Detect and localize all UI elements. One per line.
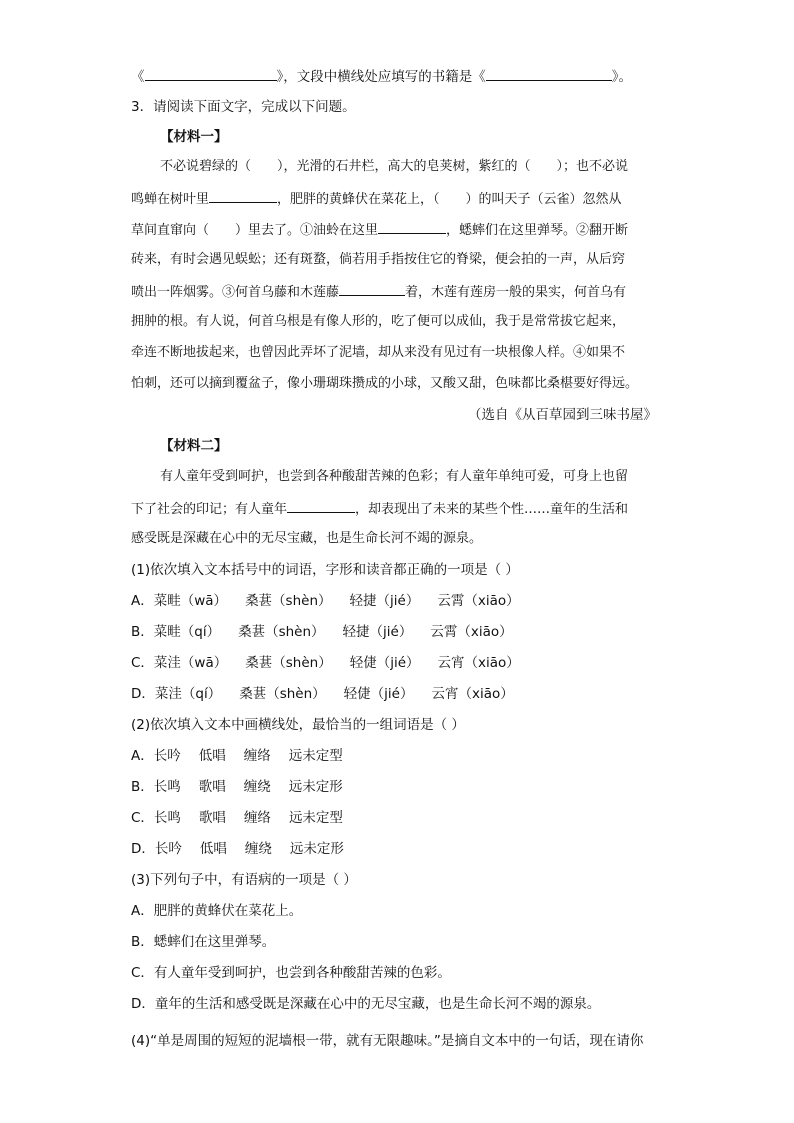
material-1-line-3: 草间直窜向（ ）里去了。①油蛉在这里 ，蟋蟀们在这里弹琴。②翻开断 xyxy=(131,219,628,241)
answer-blank[interactable] xyxy=(486,66,612,81)
answer-blank[interactable] xyxy=(339,281,405,296)
sub-question-2-option-c[interactable]: C．长鸣 歌唱 缠络 远未定型 xyxy=(131,810,343,826)
material-2-line-1: 有人童年受到呵护，也尝到各种酸甜苦辣的色彩；有人童年单纯可爱，可身上也留 xyxy=(160,469,629,484)
header-text: 》，文段中横线处应填写的书籍是《 xyxy=(276,69,486,85)
material-1-source: （选自《从百草园到三味书屋》 xyxy=(468,407,657,423)
header-line xyxy=(131,66,632,87)
material-2-line-2: 下了社会的印记；有人童年 ，却表现出了未来的某些个性……童年的生活和 xyxy=(131,498,628,520)
material-1-line-1: 不必说碧绿的（ ），光滑的石井栏，高大的皂荚树，紫红的（ ）；也不必说 xyxy=(160,159,629,174)
answer-blank[interactable] xyxy=(378,219,446,234)
sub-question-3-stem: (3)下列句子中，有语病的一项是（ ） xyxy=(131,872,357,888)
material-1-line-7: 牵连不断地拔起来，也曾因此弄坏了泥墙，却从来没有见过有一块根像人样。④如果不 xyxy=(131,345,626,360)
sub-question-1-option-d[interactable]: D．菜洼（qí） 桑葚（shèn） 轻倢（jié） 云宵（xiāo） xyxy=(131,686,514,702)
sub-question-3-option-c[interactable]: C．有人童年受到呵护，也尝到各种酸甜苦辣的色彩。 xyxy=(131,965,451,981)
sub-question-3-option-a[interactable]: A．肥胖的黄蜂伏在菜花上。 xyxy=(131,903,303,919)
answer-blank[interactable] xyxy=(145,66,277,81)
sub-question-2-option-d[interactable]: D．长吟 低唱 缠绕 远未定形 xyxy=(131,841,344,857)
material-1-line-6: 拥肿的根。有人说，何首乌根是有像人形的，吃了便可以成仙，我于是常常拔它起来， xyxy=(131,314,626,329)
material-1-line-2: 鸣蝉在树叶里 ，肥胖的黄蜂伏在菜花上，（ ）的叫天子（云雀）忽然从 xyxy=(131,188,622,210)
material-2-line-3: 感受既是深藏在心中的无尽宝藏，也是生命长河不竭的源泉。 xyxy=(131,531,483,546)
sub-question-2-stem: (2)依次填入文本中画横线处，最恰当的一组词语是（ ） xyxy=(131,717,465,733)
book-bracket-open: 《 xyxy=(131,69,145,85)
sub-question-2-option-b[interactable]: B．长鸣 歌唱 缠绕 远未定形 xyxy=(131,779,343,795)
sub-question-4-stem: (4)“单是周围的短短的泥墙根一带，就有无限趣味。”是摘自文本中的一句话，现在请你 xyxy=(131,1033,644,1049)
book-bracket-close: 》。 xyxy=(611,69,632,85)
answer-blank[interactable] xyxy=(209,188,277,203)
material-2-heading: 【材料二】 xyxy=(160,438,228,454)
material-1-line-5: 喷出一阵烟雾。③何首乌藤和木莲藤 着，木莲有莲房一般的果实，何首乌有 xyxy=(131,281,626,303)
sub-question-1-option-a[interactable]: A．菜畦（wā） 桑葚（shèn） 轻捷（jié） 云霄（xiāo） xyxy=(131,593,520,609)
material-1-line-8: 怕刺，还可以摘到覆盆子，像小珊瑚珠攒成的小球，又酸又甜，色味都比桑椹要好得远。 xyxy=(131,376,639,391)
sub-question-1-option-b[interactable]: B．菜畦（qí） 桑葚（shèn） 轻捷（jié） 云霄（xiāo） xyxy=(131,624,513,640)
material-1-heading: 【材料一】 xyxy=(160,129,228,145)
sub-question-3-option-d[interactable]: D．童年的生活和感受既是深藏在心中的无尽宝藏，也是生命长河不竭的源泉。 xyxy=(131,996,601,1012)
sub-question-2-option-a[interactable]: A．长吟 低唱 缠络 远未定型 xyxy=(131,748,343,764)
material-1-line-4: 砖来，有时会遇见蜈蚣；还有斑蝥，倘若用手指按住它的脊梁，便会拍的一声，从后窍 xyxy=(131,252,626,267)
sub-question-3-option-b[interactable]: B．蟋蟀们在这里弹琴。 xyxy=(131,934,276,950)
answer-blank[interactable] xyxy=(287,498,355,513)
sub-question-1-option-c[interactable]: C．菜洼（wā） 桑葚（shèn） 轻倢（jié） 云宵（xiāo） xyxy=(131,655,520,671)
question-3-title: 3．请阅读下面文字，完成以下问题。 xyxy=(131,99,356,115)
sub-question-1-stem: (1)依次填入文本括号中的词语，字形和读音都正确的一项是（ ） xyxy=(131,562,519,578)
